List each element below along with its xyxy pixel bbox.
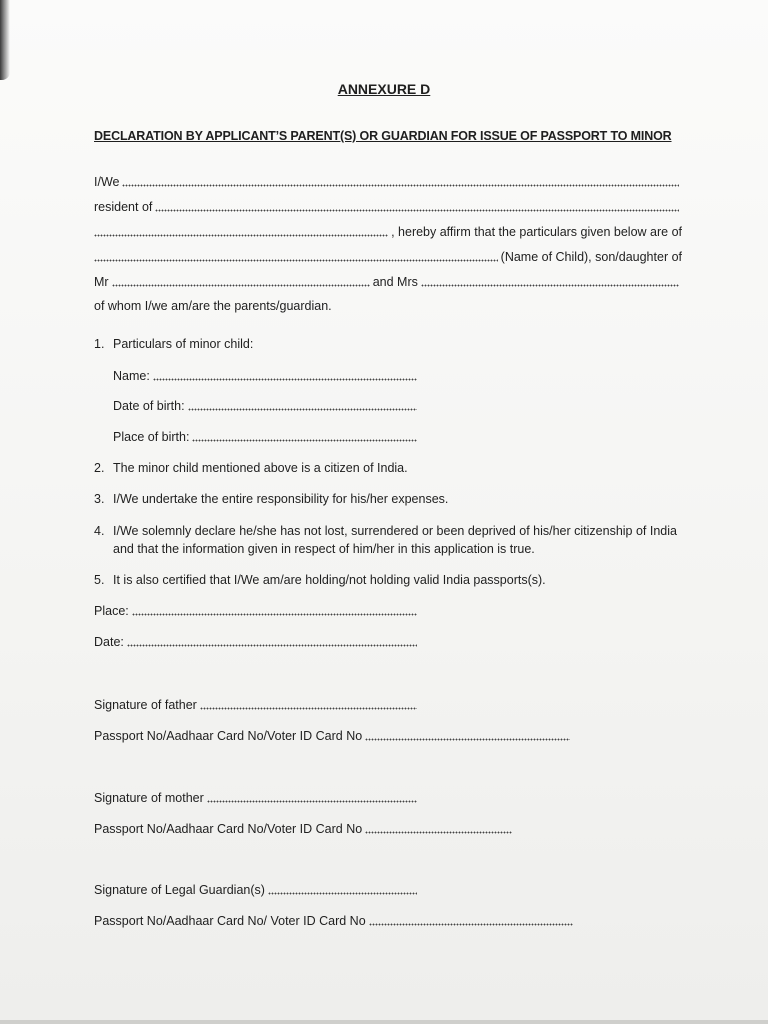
item-text: It is also certified that I/We am/are holding/not holding valid India passports(s). [113,573,546,587]
guardian-signature-field [94,882,420,898]
declaration-heading: DECLARATION BY APPLICANT’S PARENT(S) OR GUARDIAN FOR ISSUE OF PASSPORT TO MINOR [94,129,672,143]
father-id-field [94,728,573,744]
place-field [94,603,420,619]
guardian-id-label: Passport No/Aadhaar Card No/ Voter ID Card No [94,914,366,928]
item-number: 3. [94,492,105,506]
page-title: ANNEXURE D [337,81,431,97]
mr-label: Mr [94,275,109,289]
affirm-text: , hereby affirm that the particulars given below are of [391,225,682,239]
child-dob-field [113,398,420,414]
list-item [94,522,682,558]
date-input[interactable] [127,644,417,647]
mr-blank[interactable] [112,284,370,287]
father-id-label: Passport No/Aadhaar Card No/Voter ID Card No [94,729,363,743]
list-item [94,460,682,476]
mother-signature-input[interactable] [207,800,417,803]
child-pob-input[interactable] [192,439,417,442]
child-name-line [94,249,682,265]
item-number: 1. [94,337,105,351]
iwe-blank[interactable] [122,184,679,187]
address-line [94,224,682,240]
guardian-signature-label: Signature of Legal Guardian(s) [94,883,265,897]
date-label: Date: [94,635,124,649]
mother-id-field [94,821,515,837]
of-whom-text: of whom I/we am/are the parents/guardian. [94,299,332,313]
item-text: I/We undertake the entire responsibility for his/her expenses. [113,492,449,506]
place-label: Place: [94,604,129,618]
resident-line [94,199,682,215]
child-pob-field [113,429,420,445]
child-name-field [113,368,420,384]
child-name-label: Name: [113,369,150,383]
list-item [94,572,682,588]
list-item [94,336,682,352]
mother-id-label: Passport No/Aadhaar Card No/Voter ID Card No [94,822,363,836]
item-text: Particulars of minor child: [113,337,254,351]
resident-blank[interactable] [155,209,679,212]
child-name-text: (Name of Child), son/daughter of [500,250,682,264]
item-text: The minor child mentioned above is a citizen of India. [113,461,408,475]
list-item [94,491,682,507]
parents-line [94,274,682,290]
address-blank[interactable] [94,234,388,237]
mother-signature-field [94,790,420,806]
item-number: 2. [94,461,105,475]
guardian-id-field [94,913,576,929]
mother-signature-label: Signature of mother [94,791,204,805]
mrs-blank[interactable] [421,284,679,287]
child-dob-input[interactable] [188,408,417,411]
father-id-input[interactable] [365,738,570,741]
child-dob-label: Date of birth: [113,399,185,413]
page-edge-shadow [0,0,10,80]
father-signature-field [94,697,420,713]
father-signature-input[interactable] [200,707,417,710]
mrs-label: and Mrs [372,275,418,289]
child-name-blank[interactable] [94,259,498,262]
item-number: 5. [94,573,105,587]
mother-id-input[interactable] [365,831,512,834]
page-bottom-edge [0,1020,768,1024]
guardian-signature-input[interactable] [268,892,417,895]
child-pob-label: Place of birth: [113,430,190,444]
date-field [94,634,420,650]
resident-label: resident of [94,200,153,214]
iwe-line [94,174,682,190]
child-name-input[interactable] [153,378,417,381]
item-number: 4. [94,524,105,538]
place-input[interactable] [132,613,417,616]
guardian-id-input[interactable] [369,923,573,926]
father-signature-label: Signature of father [94,698,197,712]
item-text: I/We solemnly declare he/she has not lost, surrendered or been deprived of his/her citizenship of India and that the information given in respect of him/her in this application is true. [113,524,677,556]
iwe-label: I/We [94,175,120,189]
